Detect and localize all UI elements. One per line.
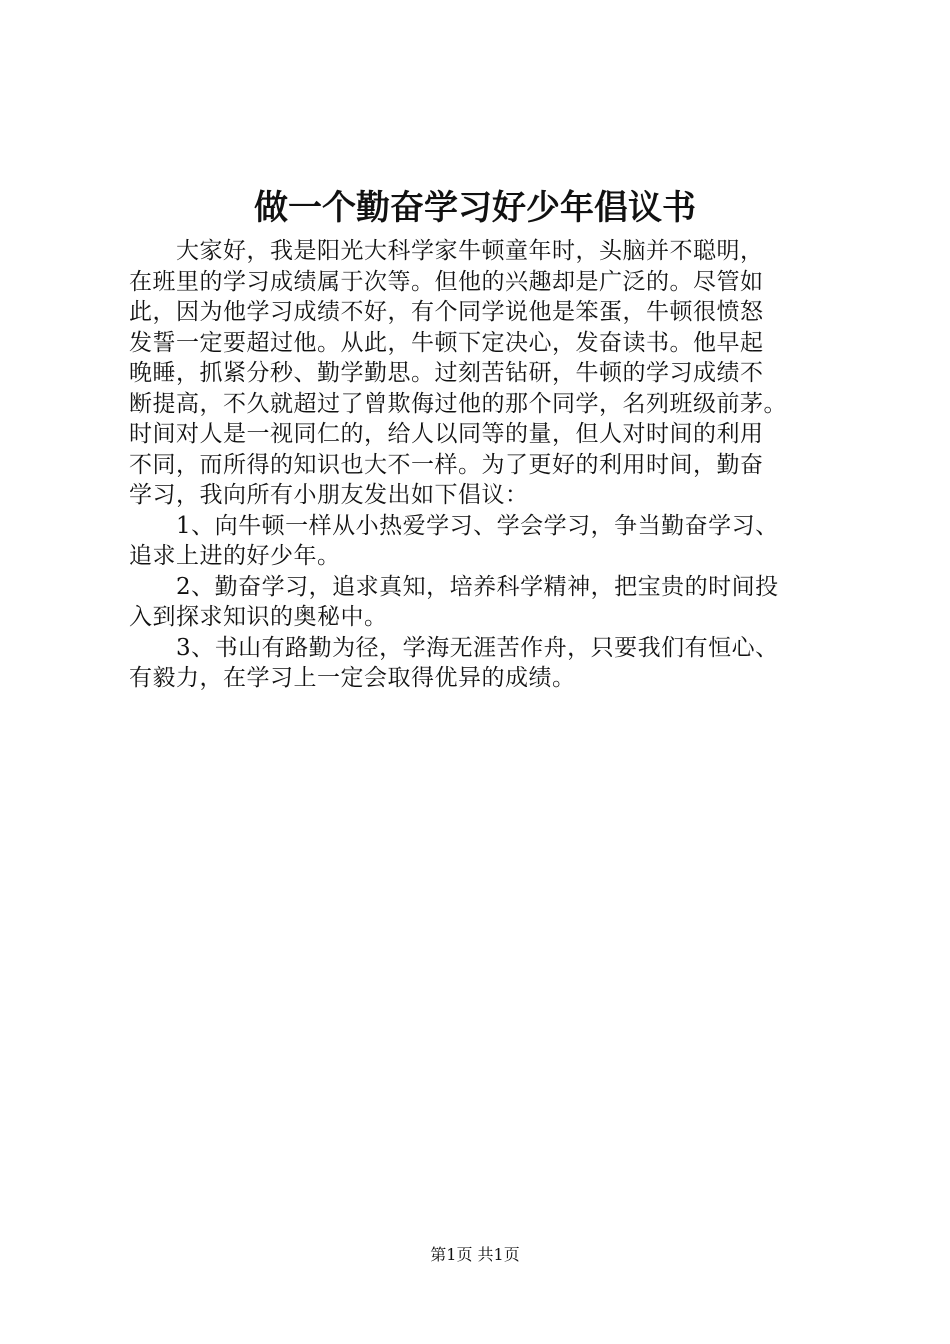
proposal-item-2-line: 入到探求知识的奥秘中。 (129, 604, 388, 630)
proposal-item-1-line: 追求上进的好少年。 (129, 543, 341, 569)
body-line: 断提高，不久就超过了曾欺侮过他的那个同学，名列班级前茅。 (129, 390, 787, 417)
proposal-item-2-line: 2、勤奋学习，追求真知，培养科学精神，把宝贵的时间投 (176, 573, 779, 600)
body-line: 在班里的学习成绩属于次等。但他的兴趣却是广泛的。尽管如 (129, 268, 764, 295)
proposal-item-3-line: 有毅力，在学习上一定会取得优异的成绩。 (129, 665, 576, 691)
body-line: 晚睡，抓紧分秒、勤学勤思。过刻苦钻研，牛顿的学习成绩不 (129, 360, 764, 386)
proposal-item-1-line: 1、向牛顿一样从小热爱学习、学会学习，争当勤奋学习、 (176, 512, 779, 539)
document-body (129, 236, 849, 694)
body-line: 此，因为他学习成绩不好，有个同学说他是笨蛋，牛顿很愤怒 (129, 299, 764, 325)
body-line: 发誓一定要超过他。从此，牛顿下定决心，发奋读书。他早起 (129, 329, 764, 356)
body-line: 时间对人是一视同仁的，给人以同等的量，但人对时间的利用 (129, 421, 764, 447)
body-line: 大家好，我是阳光大科学家牛顿童年时，头脑并不聪明， (176, 238, 764, 264)
document-title: 做一个勤奋学习好少年倡议书 (254, 188, 696, 228)
proposal-item-3-line: 3、书山有路勤为径，学海无涯苦作舟，只要我们有恒心、 (176, 634, 779, 661)
body-line: 学习，我向所有小朋友发出如下倡议： (129, 482, 529, 508)
page-footer: 第1页 共1页 (430, 1245, 520, 1264)
body-line: 不同，而所得的知识也大不一样。为了更好的利用时间，勤奋 (129, 451, 764, 478)
